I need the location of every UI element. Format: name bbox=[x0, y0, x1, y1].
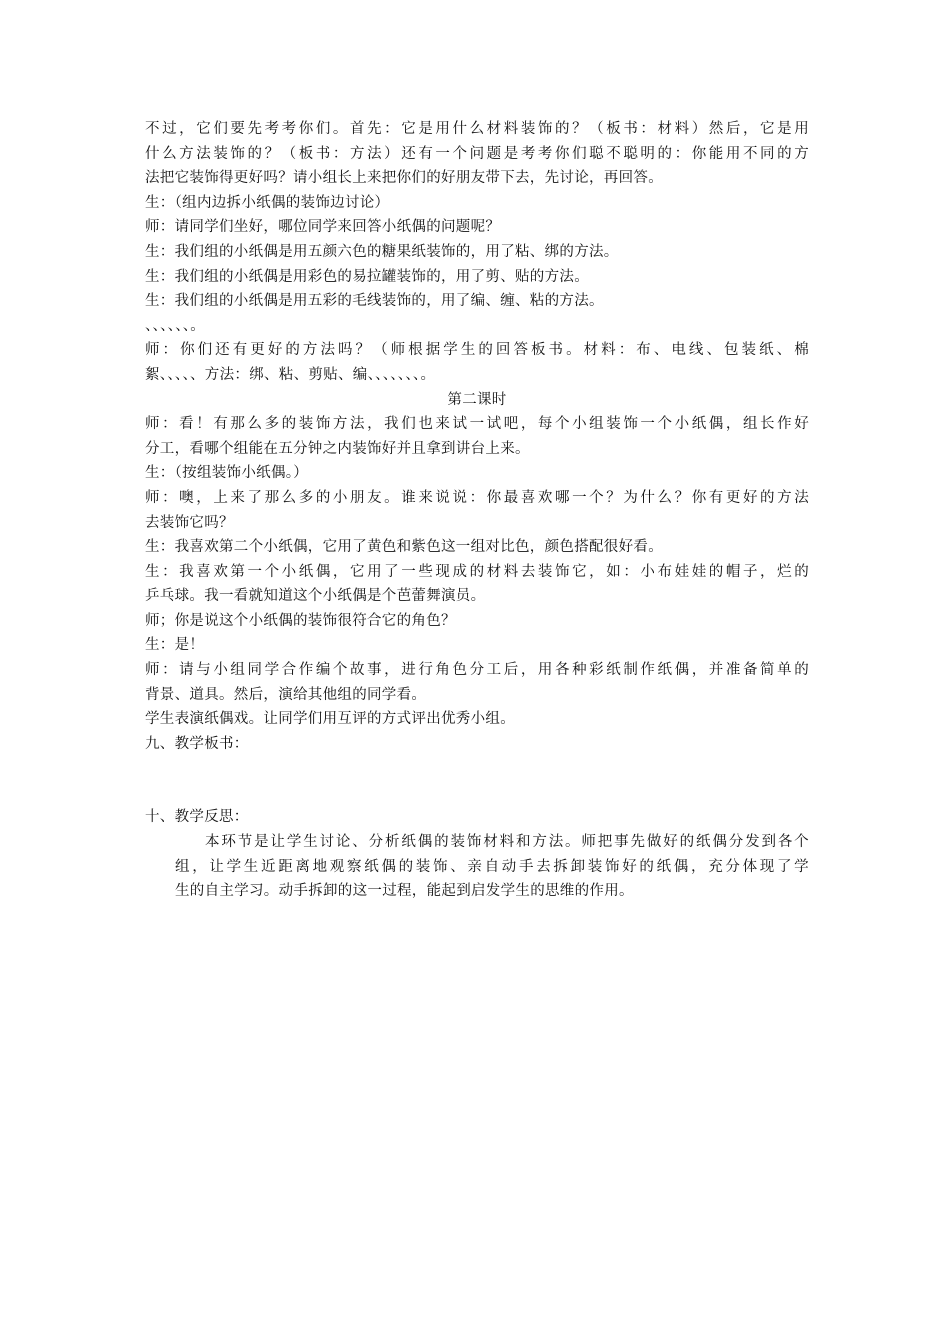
blank-space bbox=[145, 756, 809, 805]
text-line: 师：请与小组同学合作编个故事，进行角色分工后，用各种彩纸制作纸偶，并准备简单的 bbox=[145, 662, 809, 679]
section-heading: 十、教学反思： bbox=[145, 809, 249, 826]
text-line: 什么方法装饰的？（板书：方法）还有一个问题是考考你们聪不聪明的：你能用不同的方 bbox=[145, 145, 809, 162]
text-line: 背景、道具。然后，演给其他组的同学看。 bbox=[145, 686, 427, 703]
text-line: 师：你们还有更好的方法吗？（师根据学生的回答板书。材料：布、电线、包装纸、棉 bbox=[145, 342, 809, 359]
document-page bbox=[145, 117, 809, 904]
section-heading: 九、教学板书： bbox=[145, 735, 249, 752]
text-line: 生：我喜欢第二个小纸偶，它用了黄色和紫色这一组对比色，颜色搭配很好看。 bbox=[145, 539, 663, 556]
text-line: 生：我们组的小纸偶是用五颜六色的糖果纸装饰的，用了粘、绑的方法。 bbox=[145, 243, 619, 260]
text-line: 生：（按组装饰小纸偶。） bbox=[145, 465, 309, 482]
text-line: 学生表演纸偶戏。让同学们用互评的方式评出优秀小组。 bbox=[145, 711, 515, 728]
text-line: 师：噢，上来了那么多的小朋友。谁来说说：你最喜欢哪一个？为什么？你有更好的方法 bbox=[145, 489, 809, 506]
text-line: 组，让学生近距离地观察纸偶的装饰、亲自动手去拆卸装饰好的纸偶，充分体现了学 bbox=[175, 858, 809, 875]
text-line: 师；你是说这个小纸偶的装饰很符合它的角色？ bbox=[145, 612, 456, 629]
text-line: 生：是！ bbox=[145, 637, 205, 654]
text-line: 去装饰它吗？ bbox=[145, 514, 234, 531]
text-line: 生：我们组的小纸偶是用彩色的易拉罐装饰的，用了剪、贴的方法。 bbox=[145, 268, 589, 285]
text-line: 絮、、、、、方法：绑、粘、剪贴、编、、、、、、、。 bbox=[145, 366, 436, 383]
text-line: 生的自主学习。动手拆卸的这一过程，能起到启发学生的思维的作用。 bbox=[175, 883, 634, 900]
text-line: 师：请同学们坐好，哪位同学来回答小纸偶的问题呢？ bbox=[145, 219, 501, 236]
reflection-paragraph bbox=[145, 830, 809, 904]
text-line: 、、、、、、。 bbox=[145, 317, 206, 334]
section-heading: 第二课时 bbox=[447, 391, 507, 408]
text-line: 法把它装饰得更好吗？请小组长上来把你们的好朋友带下去，先讨论，再回答。 bbox=[145, 170, 663, 187]
text-line: 师：看！有那么多的装饰方法，我们也来试一试吧，每个小组装饰一个小纸偶，组长作好 bbox=[145, 416, 809, 433]
text-line: 生：我喜欢第一个小纸偶，它用了一些现成的材料去装饰它，如：小布娃娃的帽子，烂的 bbox=[145, 563, 809, 580]
text-line: 生：（组内边拆小纸偶的装饰边讨论） bbox=[145, 194, 390, 211]
text-line: 分工，看哪个组能在五分钟之内装饰好并且拿到讲台上来。 bbox=[145, 440, 530, 457]
text-line: 生：我们组的小纸偶是用五彩的毛线装饰的，用了编、缠、粘的方法。 bbox=[145, 293, 604, 310]
text-line: 本环节是让学生讨论、分析纸偶的装饰材料和方法。师把事先做好的纸偶分发到各个 bbox=[205, 834, 809, 851]
text-line: 乒乓球。我一看就知道这个小纸偶是个芭蕾舞演员。 bbox=[145, 588, 486, 605]
text-line: 不过，它们要先考考你们。首先：它是用什么材料装饰的？（板书：材料）然后，它是用 bbox=[145, 121, 809, 137]
